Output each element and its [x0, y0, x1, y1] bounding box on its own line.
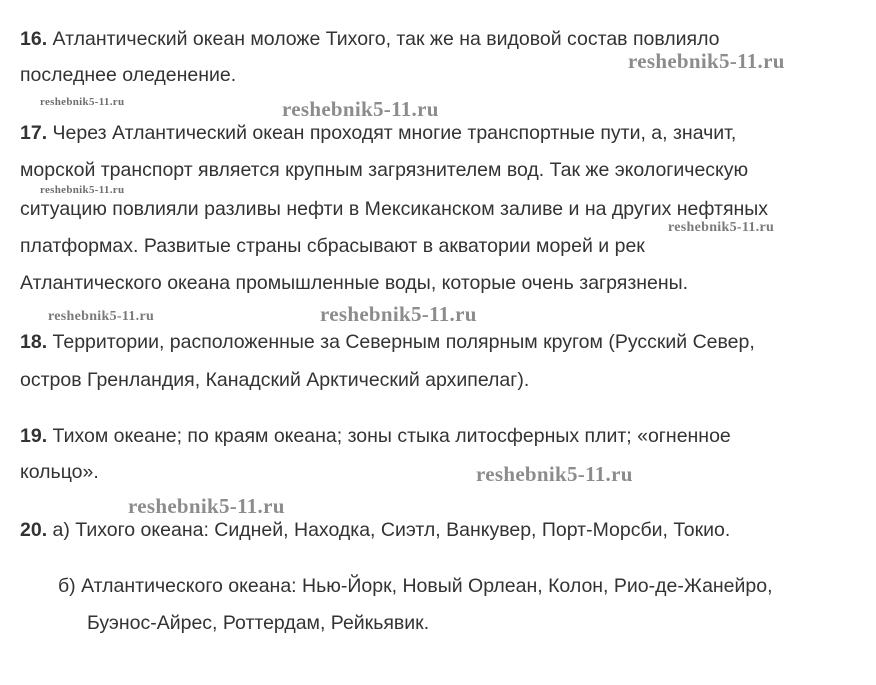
answer-19-text-1: Тихом океане; по краям океана; зоны стыка литосферных плит; «огненное: [47, 425, 731, 447]
answer-16-line-1: [20, 27, 720, 51]
answer-18-text-1: Территории, расположенные за Северным полярным кругом (Русский Север,: [47, 331, 755, 353]
answer-20-line-b1: б) Атлантического океана: Нью-Йорк, Новый Орлеан, Колон, Рио-де-Жанейро,: [58, 575, 773, 597]
answer-20-line-a: [20, 518, 730, 542]
answer-17-number: 17.: [20, 122, 48, 144]
answer-17-text-1: Через Атлантический океан проходят многие транспортные пути, а, значит,: [47, 122, 737, 144]
watermark-text: reshebnik5-11.ru: [320, 302, 477, 326]
answer-18-number: 18.: [20, 331, 48, 353]
answer-20-line-b2: Буэнос-Айрес, Роттердам, Рейкьявик.: [87, 612, 430, 634]
answer-17-line-5: Атлантического океана промышленные воды, которые очень загрязнены.: [20, 272, 689, 294]
answer-18-line-2: остров Гренландия, Канадский Арктический архипелаг).: [20, 369, 530, 391]
answer-16-number: 16.: [20, 28, 48, 50]
answer-19-number: 19.: [20, 425, 48, 447]
watermark-text: reshebnik5-11.ru: [48, 309, 155, 324]
watermark-text: reshebnik5-11.ru: [40, 96, 125, 108]
answer-17-line-2: морской транспорт является крупным загрязнителем вод. Так же экологическую: [20, 159, 749, 181]
answer-19-line-1: [20, 424, 731, 448]
answer-17-line-4: платформах. Развитые страны сбрасывают в акватории морей и рек: [20, 235, 645, 257]
watermark-text: reshebnik5-11.ru: [628, 49, 785, 73]
watermark-text: reshebnik5-11.ru: [40, 184, 125, 196]
answer-19-line-2: кольцо».: [20, 461, 99, 483]
answer-18-line-1: [20, 330, 755, 354]
watermark-text: reshebnik5-11.ru: [476, 462, 633, 486]
answer-17-line-3: ситуацию повлияли разливы нефти в Мексиканском заливе и на других нефтяных: [20, 198, 769, 220]
answer-20-text-a: а) Тихого океана: Сидней, Находка, Сиэтл, Ванкувер, Порт-Морсби, Токио.: [47, 519, 731, 541]
watermark-text: reshebnik5-11.ru: [282, 97, 439, 121]
watermark-text: reshebnik5-11.ru: [668, 220, 775, 235]
watermark-text: reshebnik5-11.ru: [128, 494, 285, 518]
answer-17-line-1: [20, 121, 736, 145]
answer-20-number: 20.: [20, 519, 48, 541]
answer-16-line-2: последнее оледенение.: [20, 64, 237, 86]
answer-16-text-1: Атлантический океан моложе Тихого, так же на видовой состав повлияло: [47, 28, 720, 50]
